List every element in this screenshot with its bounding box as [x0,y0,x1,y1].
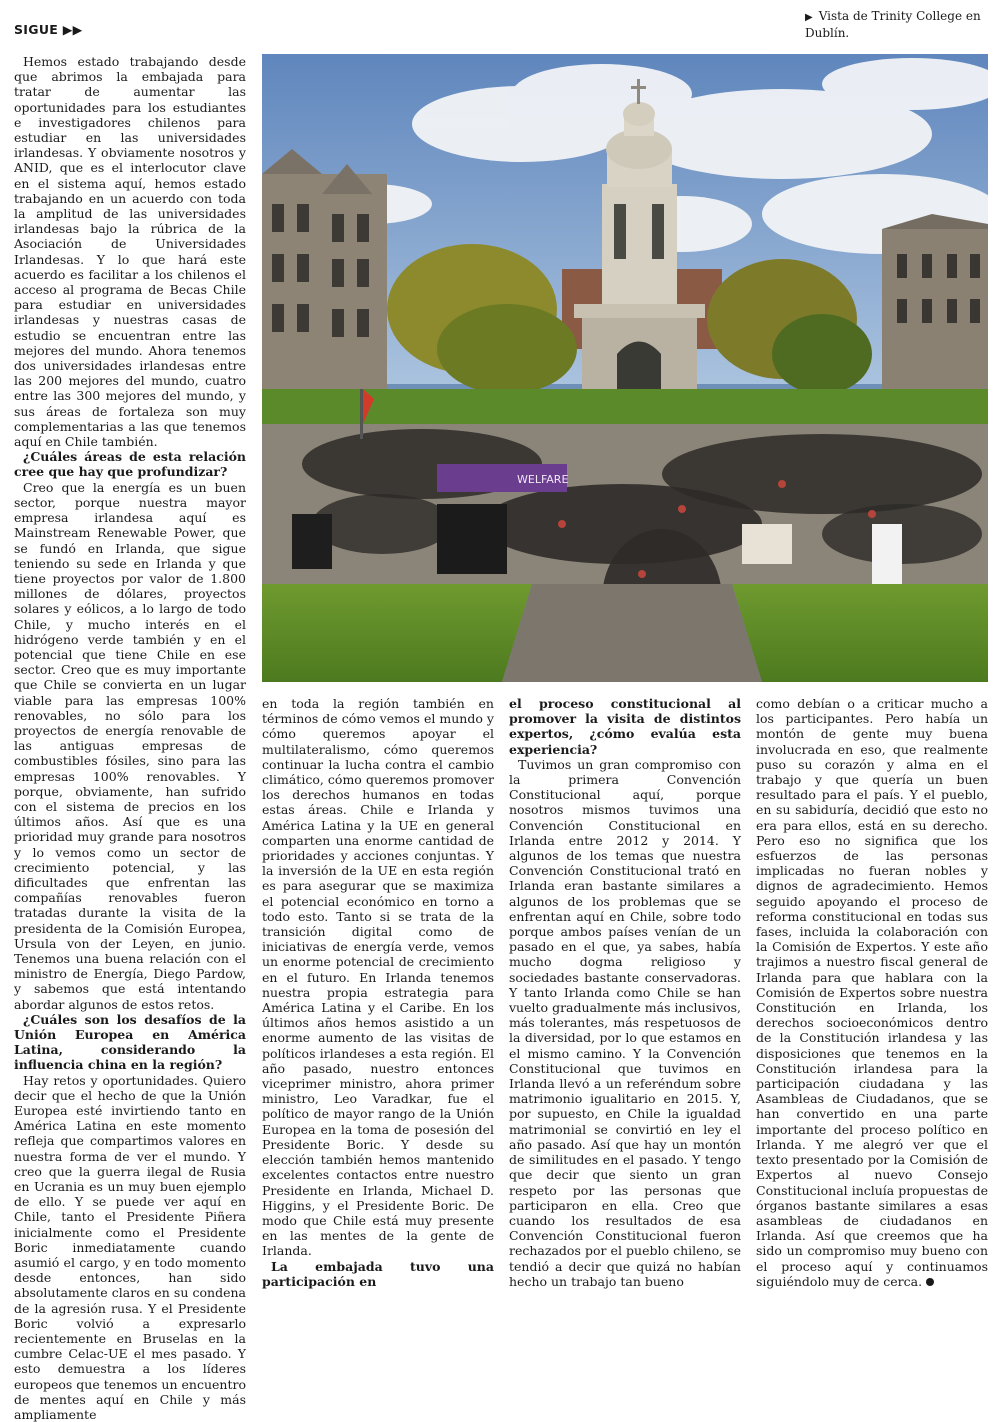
front-lawn-left [262,584,532,682]
flag-pole [360,389,363,439]
answer-paragraph: Creo que la energía es un buen sector, porque nuestra mayor empresa irlandesa aquí es Mainstream Renewable Power, que se fundó en Irlanda, que sigue teniendo su sede en Irlanda y que tiene proyectos por valor de 1.800 millones de dólares, proyectos solares y eólicos, a lo largo de todo Chile, y mucho interés en el hidrógeno verde también y en el potencial que tiene Chile en ese sector. Creo que es muy importante que Chile se convierta en un lugar viable para las empresas 100% renovables, no sólo para los proyectos de energía renovable de las antiguas empresas de combustibles fósiles, sino para las empresas 100% renovables. Y porque, obviamente, han sufrido con el sistema de precios en los últimos años. Así que es una prioridad muy grande para nosotros y lo vemos como un sector de crecimiento potencial, y las dificultades que enfrentan las compañías renovables fueron tratadas durante la visita de la presidenta de la Comisión Europea, Ursula von der Leyen, en junio. Tenemos una buena relación con el ministro de Energía, Diego Pardow, y sabemos que está intentando abordar algunos de estos retos. [14,479,246,1012]
interview-question: ¿Cuáles son los desafíos de la Unión Europea en América Latina, considerando la influencia china en la región? [14,1011,246,1073]
white-board [872,524,902,584]
answer-paragraph: Hay retos y oportunidades. Quiero decir que el hecho de que la Unión Europea esté invirtiendo tanto en América Latina en este momento refleja que compartimos valores en nuestra forma de ver el mundo. Y creo que la guerra ilegal de Rusia en Ucrania es un muy buen ejemplo de ello. Y se puede ver aquí en Chile, tanto el Presidente Piñera inicialmente como el Presidente Boric inmediatamente cuando asumió el cargo, y en todo momento desde entonces, han sido absolutamente claros en su condena de la agresión rusa. Y el Presidente Boric volvió a expresarlo recientemente en Bruselas en la cumbre Celac-UE el mes pasado. Y esto demuestra a los líderes europeos que tenemos un encuentro de mentes aquí en Chile y más ampliamente [14,1072,246,1422]
welfare-banner [437,464,568,492]
end-of-article-icon [926,1278,934,1286]
caption-marker: ▶ [805,12,813,23]
stall-board [437,504,507,574]
trinity-college-photo [262,54,988,682]
sigue-label: SIGUE ▶▶ [14,22,83,37]
article-column-4 [756,696,988,1289]
answer-paragraph: Tuvimos un gran compromiso con la primera Convención Constitucional aquí, porque nosotros mismos tuvimos una Convención Constitucional en Irlanda entre 2012 y 2014. Y algunos de los temas que nuestra Convención Constitucional trató en Irlanda eran bastante similares a algunos de los problemas que se enfrentan aquí en Chile, sobre todo porque ambos países venían de un pasado en el que, ya sabes, había mucho dogma religioso y sociedades bastante conservadoras. Y tanto Irlanda como Chile se han vuelto gradualmente más inclusivos, más tolerantes, más respetuosos de la diversidad, por lo que estamos en el mismo camino. Y la Convención Constitucional que tuvimos en Irlanda llevó a un referéndum sobre matrimonio igualitario en 2015. Y, por supuesto, en Chile la igualdad matrimonial se convirtió en ley el año pasado. Así que hay un montón de similitudes en el pasado. Y tengo que decir que siento un gran respeto por las personas que participaron en ella. Creo que cuando los resultados de esa Convención Constitucional fueron rechazados por el pueblo chileno, se tendió a decir que quizá no habían hecho un trabajo tan bueno [509,756,741,1289]
photo-caption [805,9,985,41]
photo-caption-text: Vista de Trinity College en Dublín. [805,9,981,40]
article-column-3 [509,696,741,1289]
photo-illustration [262,54,988,682]
left-building [262,149,387,404]
interview-question: La embajada tuvo una participación en [262,1258,494,1289]
answer-paragraph: como debían o a criticar mucho a los participantes. Pero había un montón de gente muy buena involucrada en eso, que realmente puso su corazón y alma en el trabajo y que quería un buen resultado para el país. Y el pueblo, en su sabiduría, decidió que esto no era para ellos, está en su derecho. Pero eso no significa que los esfuerzos de las personas implicadas no fueran nobles y dignos de agradecimiento. Hemos seguido apoyando el proceso de reforma constitucional en todas sus fases, incluida la colaboración con la Comisión de Expertos. Y este año trajimos a nuestro fiscal general de Irlanda para que hablara con la Comisión de Expertos sobre nuestra Constitución en Irlanda, los derechos socioeconómicos dentro de la Constitución irlandesa y las disposiciones que tenemos en la Constitución irlandesa para la participación ciudadana y las Asambleas de Ciudadanos, que se han convertido en una parte importante del proceso político en Irlanda. Y me alegró ver que el texto presentado por la Comisión de Expertos al nuevo Consejo Constitucional incluía propuestas de órganos bastante similares a esas asambleas de ciudadanos en Irlanda. Así que creemos que ha sido un compromiso muy bueno con el proceso aquí y continuamos siguiéndolo muy de cerca. [756,696,988,1289]
answer-paragraph: Hemos estado trabajando desde que abrimos la embajada para tratar de aumentar las oportunidades para los estudiantes e investigadores chilenos para estudiar en las universidades irlandesas. Y obviamente nosotros y ANID, que es el interlocutor clave en el sistema aquí, hemos estado trabajando en un acuerdo con toda la amplitud de las universidades irlandesas bajo la rúbrica de la Asociación de Universidades Irlandesas. Y lo que hará este acuerdo es facilitar a los chilenos el acceso al programa de Becas Chile para estudiar en universidades irlandesas y nuestras casas de estudio se encuentran entre las mejores del mundo. Ahora tenemos dos universidades irlandesas entre las 200 mejores del mundo, cuatro entre las 300 mejores del mundo, y sus áreas de fortaleza son muy complementarias a las que tenemos aquí en Chile también. [14,54,246,450]
article-column-2 [262,696,494,1289]
stall-sign [742,524,792,564]
right-building [882,214,988,419]
cobbled-path [502,584,762,682]
stall-left [292,514,332,569]
interview-question: el proceso constitucional al promover la visita de distintos expertos, ¿cómo evalúa esta experiencia? [509,696,741,757]
banner-text: WELFARE [517,473,569,486]
article-column-1 [14,54,246,1422]
front-lawn-right [732,584,988,682]
answer-paragraph: en toda la región también en términos de cómo vemos el mundo y cómo queremos apoyar el multilateralismo, cómo queremos continuar la lucha contra el cambio climático, cómo queremos promover los derechos humanos en todas estas áreas. Chile e Irlanda y América Latina y la UE en general comparten una enorme cantidad de prioridades y acciones conjuntas. Y la inversión de la UE en esta región es para asegurar que se maximiza el potencial económico en torno a todo esto. Tanto si se trata de la transición digital como de iniciativas de energía verde, vemos un enorme potencial de crecimiento en el futuro. En Irlanda tenemos nuestra propia estrategia para América Latina y el Caribe. En los últimos años hemos asistido a un enorme aumento de las visitas de políticos irlandeses a esta región. El año pasado, nuestro entonces viceprimer ministro, ahora primer ministro, Leo Varadkar, fue el político de mayor rango de la Unión Europea en la toma de posesión del Presidente Boric. Y desde su elección también hemos mantenido excelentes contactos entre nuestro Presidente en Irlanda, Michael D. Higgins, y el Presidente Boric. De modo que Chile está muy presente en las mentes de la gente de Irlanda. [262,696,494,1259]
interview-question: ¿Cuáles áreas de esta relación cree que hay que profundizar? [14,449,246,480]
